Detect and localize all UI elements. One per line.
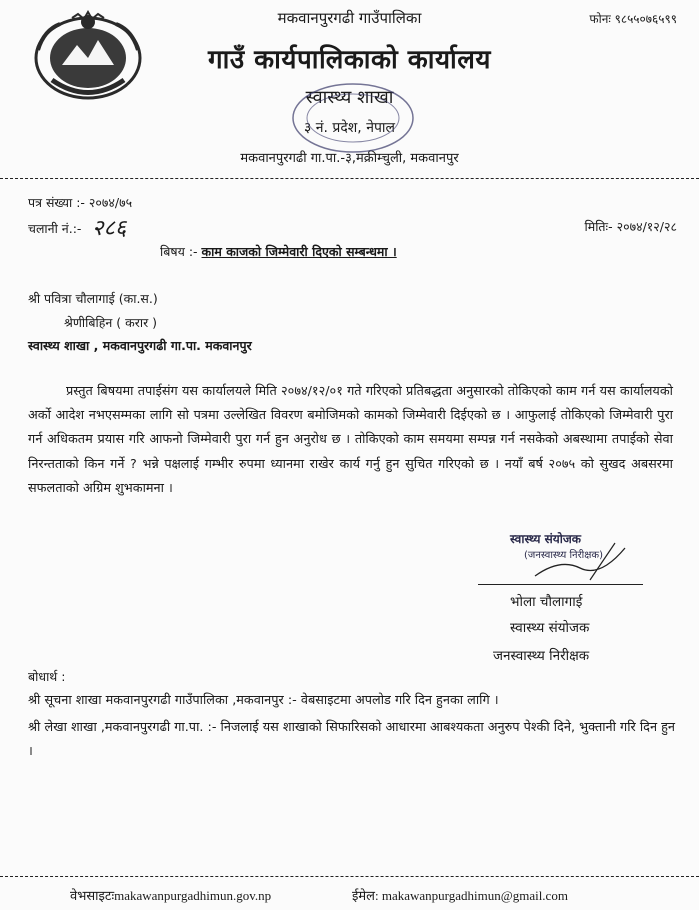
dispatch-number: २८६ [92,216,127,241]
office-title: गाउँ कार्यपालिकाको कार्यालय [208,45,491,75]
branch-name: स्वास्थ्य शाखा [305,87,394,108]
signatory-title: स्वास्थ्य संयोजक [510,620,590,636]
stamp-title: स्वास्थ्य संयोजक [510,532,581,546]
footer-website: वेभसाइटःmakawanpurgadhimun.gov.np [70,888,272,903]
phone-number: फोनः ९८५५०७६५९९ [589,12,677,26]
signature-line [478,584,643,585]
letter-body [28,380,673,501]
addressee-grade: श्रेणीबिहिन ( करार ) [64,315,158,330]
office-address: मकवानपुरगढी गा.पा.-३,मक्रीम्चुली, मकवानपुर [240,151,459,166]
addressee-office: स्वास्थ्य शाखा , मकवानपुरगढी गा.पा. मकवानपुर [28,338,252,353]
signature-scribble-icon [530,538,640,584]
province-line: ३ नं. प्रदेश, नेपाल [303,120,396,136]
letter-date: मितिः- २०७४/१२/२८ [584,219,677,234]
signatory-name: भोला चौलागाई [510,594,583,610]
subject-line [160,243,397,260]
letter-number: पत्र संख्या :- २०७४/७५ [28,195,133,210]
signature-stamp [510,530,650,580]
municipality-name: मकवानपुरगढी गाउँपालिका [277,9,422,27]
cc-label: बोधार्थ : [28,669,66,684]
subject-text: काम काजको जिम्मेवारी दिएको सम्बन्धमा । [201,244,397,259]
footer-email: ईमेल: makawanpurgadhimun@gmail.com [352,888,568,903]
body-paragraph: प्रस्तुत बिषयमा तपाईसंग यस कार्यालयले मिति २०७४/१२/०१ गते गरिएको प्रतिबद्धता अनुसारको तोकिएको काम गर्न यस कार्यालयको अर्को आदेश नभएसम्मका लागि सो पत्रमा उल्लेखित विवरण बमोजिमको कामको जिम्मेवारी दिईएको छ । आफुलाई तोकिएको जिम्मेवारी पुरा गर्न अधिकतम प्रयास गरि आफनो जिम्मेवारी पुरा गर्न हुन अनुरोध छ । तोकिएको काम समयमा सम्पन्न गर्न नसकेको अबस्थामा तपाईको सेवा निरन्तताको किन गर्ने ? भन्ने पक्षलाई गम्भीर रुपमा ध्यानमा राखेर कार्य गर्नु हुन सुचित गरिएको छ । नयाँ बर्ष २०७५ को सुखद अबसरमा सफलताको अग्रिम शुभकामना । [28,384,673,496]
addressee-name: श्री पवित्रा चौलागाई (का.स.) [28,291,158,306]
office-stamp-icon [278,78,428,158]
signatory-role: जनस्वास्थ्य निरीक्षक [493,648,590,664]
stamp-subtitle: (जनस्वास्थ्य निरीक्षक) [524,550,604,561]
dispatch-label: चलानी नं.:- [28,221,82,236]
subject-label: बिषय :- [160,244,198,259]
cc-line-2: श्री लेखा शाखा ,मकवानपुरगढी गा.पा. :- निजलाई यस शाखाको सिफारिसको आधारमा आबश्यकता अनुरुप पेश्की दिने, भुक्तानी गरि दिन हुन । [28,720,676,759]
header-divider [0,178,699,179]
footer-divider [0,876,699,877]
cc-line-1: श्री सूचना शाखा मकवानपुरगढी गाउँपालिका ,मकवानपुर :- वेबसाइटमा अपलोड गरि दिन हुनका लागि । [28,693,499,708]
